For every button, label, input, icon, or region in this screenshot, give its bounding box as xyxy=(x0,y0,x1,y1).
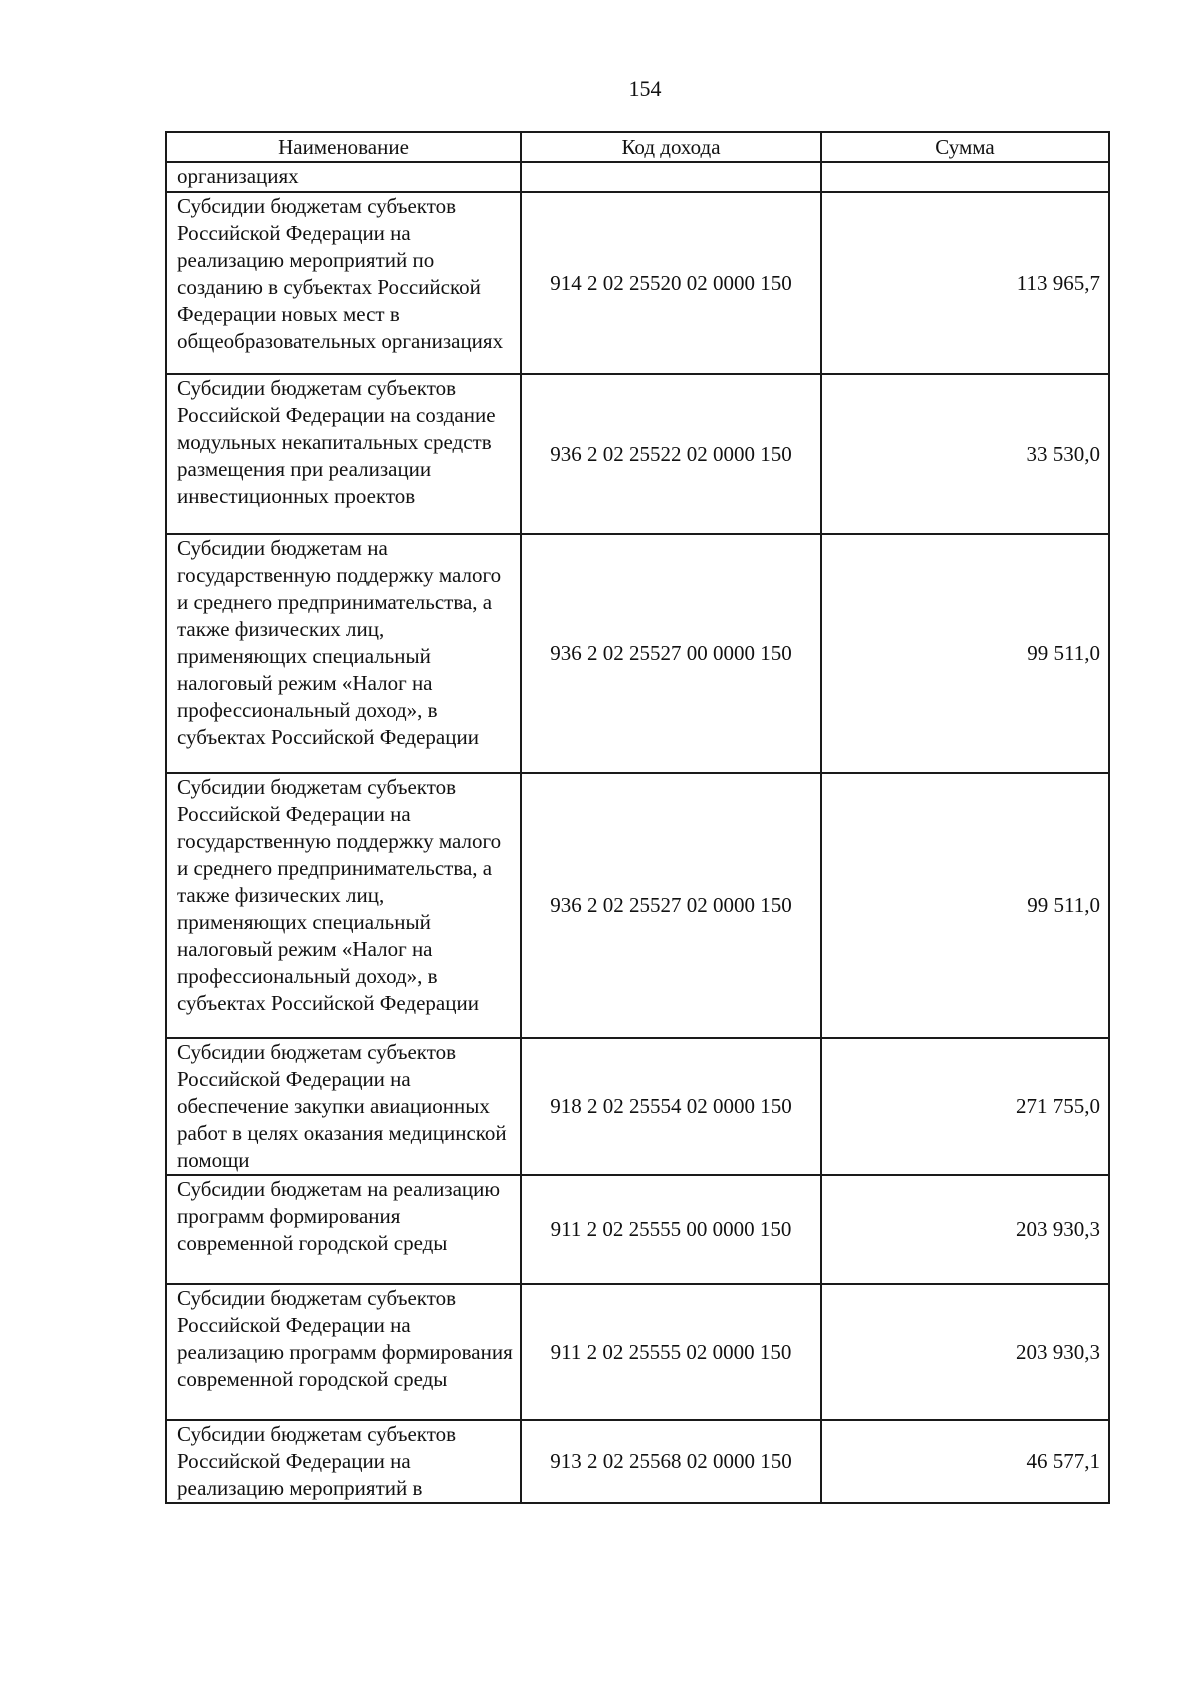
header-row xyxy=(166,132,1109,162)
table-row xyxy=(166,1175,1109,1284)
table-row xyxy=(166,1284,1109,1420)
name-cell: Субсидии бюджетам на государственную поддержку малого и среднего предпринимательства, а также физических лиц, применяющих специальный налоговый режим «Налог на профессиональный доход», в субъектах Российской Федерации xyxy=(166,534,521,773)
table-row xyxy=(166,534,1109,773)
code-cell: 914 2 02 25520 02 0000 150 xyxy=(521,192,821,374)
table-row xyxy=(166,773,1109,1038)
table-row xyxy=(166,1038,1109,1175)
name-cell: Субсидии бюджетам субъектов Российской Федерации на создание модульных некапитальных средств размещения при реализации инвестиционных проектов xyxy=(166,374,521,534)
continuation-sum-cell xyxy=(821,162,1109,192)
code-cell: 911 2 02 25555 02 0000 150 xyxy=(521,1284,821,1420)
page-number: 154 xyxy=(628,76,662,101)
header-name: Наименование xyxy=(166,132,521,162)
sum-cell: 99 511,0 xyxy=(821,773,1109,1038)
sum-cell: 99 511,0 xyxy=(821,534,1109,773)
sum-cell: 46 577,1 xyxy=(821,1420,1109,1503)
table-row xyxy=(166,192,1109,374)
sum-cell: 33 530,0 xyxy=(821,374,1109,534)
table-row xyxy=(166,374,1109,534)
table-row xyxy=(166,1420,1109,1503)
name-cell: Субсидии бюджетам субъектов Российской Федерации на государственную поддержку малого и среднего предпринимательства, а также физических лиц, применяющих специальный налоговый режим «Налог на профессиональный доход», в субъектах Российской Федерации xyxy=(166,773,521,1038)
header-code: Код дохода xyxy=(521,132,821,162)
table-header xyxy=(166,132,1109,162)
name-cell: Субсидии бюджетам субъектов Российской Федерации на реализацию программ формирования современной городской среды xyxy=(166,1284,521,1420)
code-cell: 936 2 02 25527 00 0000 150 xyxy=(521,534,821,773)
continuation-name-cell: организациях xyxy=(166,162,521,192)
sum-cell: 203 930,3 xyxy=(821,1284,1109,1420)
code-cell: 936 2 02 25527 02 0000 150 xyxy=(521,773,821,1038)
code-cell: 918 2 02 25554 02 0000 150 xyxy=(521,1038,821,1175)
sum-cell: 113 965,7 xyxy=(821,192,1109,374)
table-body xyxy=(166,162,1109,1503)
sum-cell: 203 930,3 xyxy=(821,1175,1109,1284)
name-cell: Субсидии бюджетам субъектов Российской Федерации на реализацию мероприятий по созданию в субъектах Российской Федерации новых мест в общеобразовательных организациях xyxy=(166,192,521,374)
sum-cell: 271 755,0 xyxy=(821,1038,1109,1175)
name-cell: Субсидии бюджетам на реализацию программ формирования современной городской среды xyxy=(166,1175,521,1284)
name-cell: Субсидии бюджетам субъектов Российской Федерации на реализацию мероприятий в xyxy=(166,1420,521,1503)
code-cell: 936 2 02 25522 02 0000 150 xyxy=(521,374,821,534)
header-sum: Сумма xyxy=(821,132,1109,162)
continuation-row xyxy=(166,162,1109,192)
revenue-table xyxy=(165,131,1110,1504)
code-cell: 911 2 02 25555 00 0000 150 xyxy=(521,1175,821,1284)
continuation-code-cell xyxy=(521,162,821,192)
code-cell: 913 2 02 25568 02 0000 150 xyxy=(521,1420,821,1503)
name-cell: Субсидии бюджетам субъектов Российской Федерации на обеспечение закупки авиационных работ в целях оказания медицинской помощи xyxy=(166,1038,521,1175)
